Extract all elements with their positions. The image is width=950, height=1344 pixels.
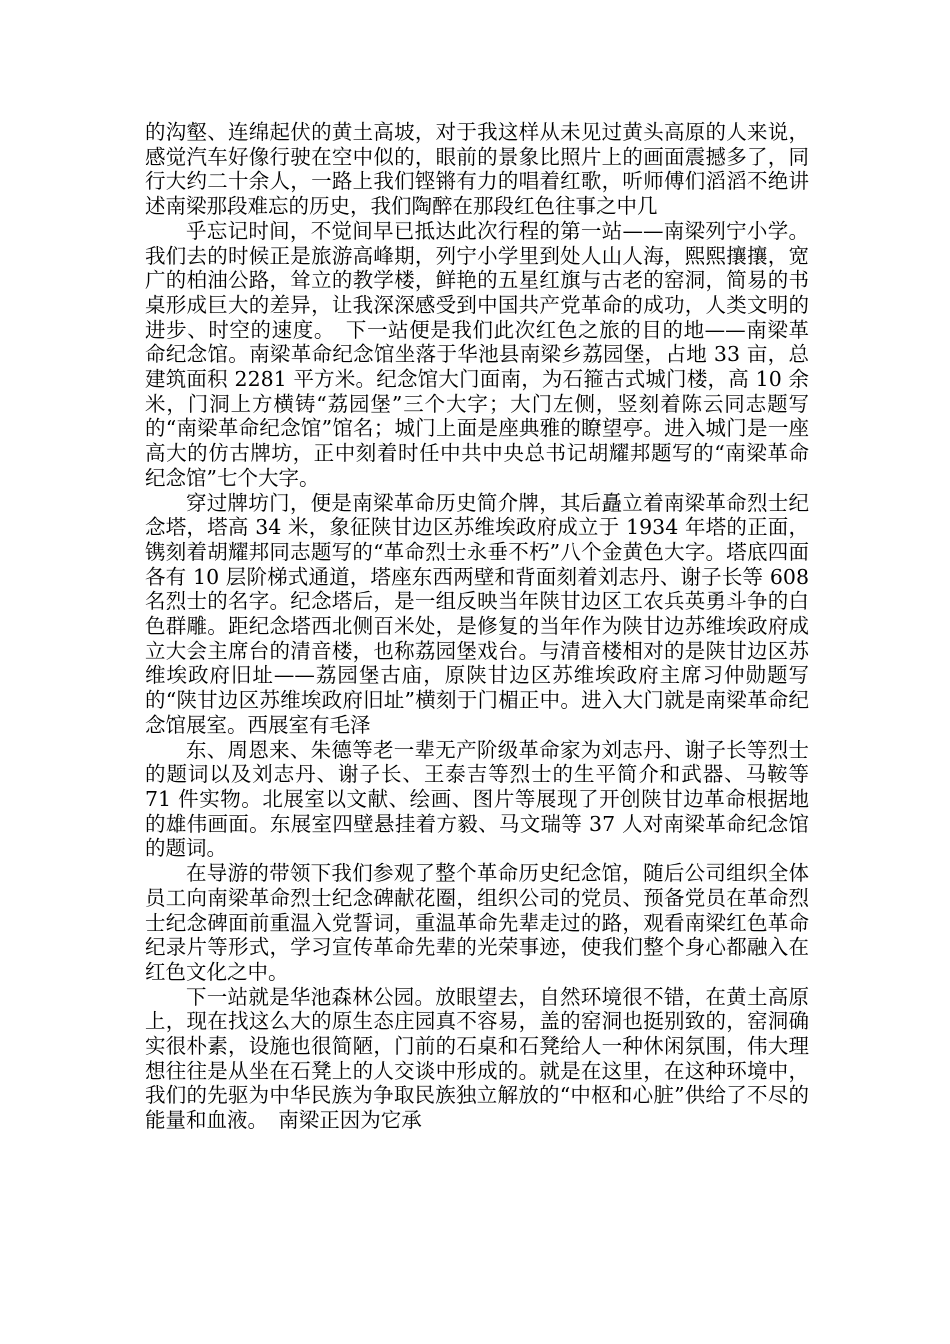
paragraph-5: 在导游的带领下我们参观了整个革命历史纪念馆，随后公司组织全体员工向南梁革命烈士纪念碑献花圈，组织公司的党员、预备党员在革命烈士纪念碑面前重温入党誓词，重温革命先辈走过的路，观看南梁红色革命纪录片等形式，学习宣传革命先辈的光荣事迹，使我们整个身心都融入在红色文化之中。 xyxy=(145,861,809,984)
body-text xyxy=(145,120,809,1133)
paragraph-2: 乎忘记时间，不觉间早已抵达此次行程的第一站——南梁列宁小学。我们去的时候正是旅游高峰期，列宁小学里到处人山人海，熙熙攘攘，宽广的柏油公路，耸立的教学楼，鲜艳的五星红旗与古老的窑洞，简易的书桌形成巨大的差异，让我深深感受到中国共产党革命的成功，人类文明的进步、时空的速度。 下一站便是我们此次红色之旅的目的地——南梁革命纪念馆。南梁革命纪念馆坐落于华池县南梁乡荔园堡，占地 33 亩，总建筑面积 2281 平方米。纪念馆大门面南，为石箍古式城门楼，高 10 余米，门洞上方横铸“荔园堡”三个大字；大门左侧，竖刻着陈云同志题写的“南梁革命纪念馆”馆名；城门上面是座典雅的瞭望亭。进入城门是一座高大的仿古牌坊，正中刻着时任中共中央总书记胡耀邦题写的“南梁革命纪念馆”七个大字。 xyxy=(145,218,809,490)
paragraph-4: 东、周恩来、朱德等老一辈无产阶级革命家为刘志丹、谢子长等烈士的题词以及刘志丹、谢子长、王泰吉等烈士的生平简介和武器、马鞍等 71 件实物。北展室以文献、绘画、图片等展现了开创陕甘边革命根据地的雄伟画面。东展室四壁悬挂着方毅、马文瑞等 37 人对南梁革命纪念馆的题词。 xyxy=(145,737,809,861)
paragraph-3: 穿过牌坊门，便是南梁革命历史简介牌，其后矗立着南梁革命烈士纪念塔，塔高 34 米，象征陕甘边区苏维埃政府成立于 1934 年塔的正面，镌刻着胡耀邦同志题写的“革命烈士永垂不朽”八个金黄色大字。塔底四面各有 10 层阶梯式通道，塔座东西两壁和背面刻着刘志丹、谢子长等 608 名烈士的名字。纪念塔后，是一组反映当年陕甘边区工农兵英勇斗争的白色群雕。距纪念塔西北侧百米处，是修复的当年作为陕甘边苏维埃政府成立大会主席台的清音楼，也称荔园堡戏台。与清音楼相对的是陕甘边区苏维埃政府旧址——荔园堡古庙，原陕甘边区苏维埃政府主席习仲勋题写的“陕甘边区苏维埃政府旧址”横刻于门楣正中。进入大门就是南梁革命纪念馆展室。西展室有毛泽 xyxy=(145,490,809,737)
paragraph-6: 下一站就是华池森林公园。放眼望去，自然环境很不错，在黄土高原上，现在找这么大的原生态庄园真不容易，盖的窑洞也挺别致的，窑洞确实很朴素，设施也很简陋，门前的石桌和石凳给人一种休闲氛围，伟大理想往往是从坐在石凳上的人交谈中形成的。就是在这里，在这种环境中，我们的先驱为中华民族为争取民族独立解放的“中枢和心脏”供给了不尽的能量和血液。 南梁正因为它承 xyxy=(145,984,809,1133)
paragraph-1: 的沟壑、连绵起伏的黄土高坡，对于我这样从未见过黄头高原的人来说，感觉汽车好像行驶在空中似的，眼前的景象比照片上的画面震撼多了，同行大约二十余人，一路上我们铿锵有力的唱着红歌，听师傅们滔滔不绝讲述南梁那段难忘的历史，我们陶醉在那段红色往事之中几 xyxy=(145,120,809,219)
